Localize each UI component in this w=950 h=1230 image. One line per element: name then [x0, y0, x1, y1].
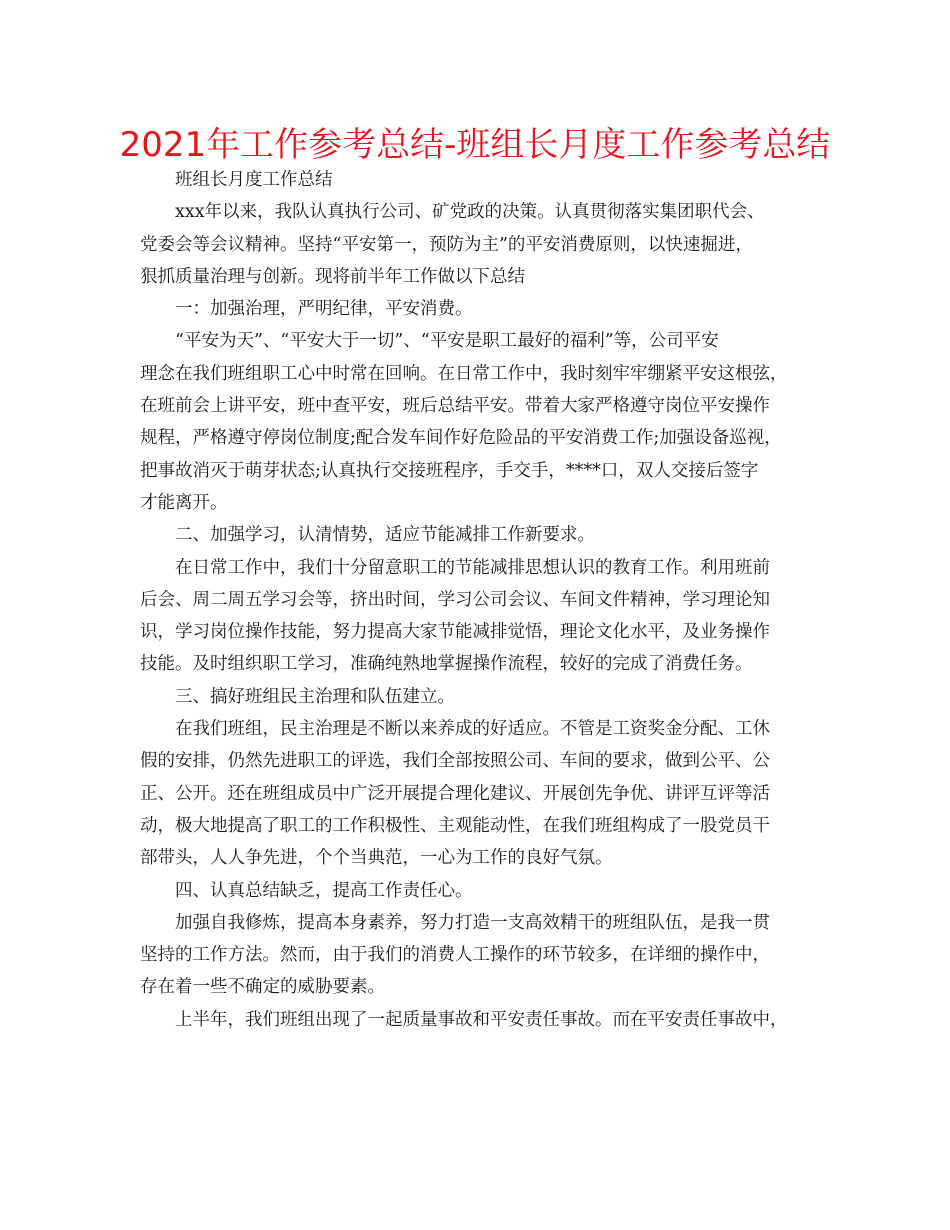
text-line: 技能。及时组织职工学习，准确纯熟地掌握操作流程，较好的完成了消费任务。	[140, 654, 753, 675]
text-line: 加强自我修炼，提高本身素养，努力打造一支高效精干的班组队伍，是我一贯	[175, 912, 770, 933]
document-body	[140, 164, 830, 1036]
text-line: 动，极大地提高了职工的工作积极性、主观能动性，在我们班组构成了一股党员干	[140, 815, 770, 836]
text-line: 狠抓质量治理与创新。现将前半年工作做以下总结	[140, 266, 525, 287]
text-line: 党委会等会议精神。坚持“平安第一，预防为主”的平安消费原则，以快速掘进，	[140, 234, 753, 255]
text-line: 班组长月度工作总结	[175, 170, 333, 190]
text-line: 三、搞好班组民主治理和队伍建立。	[175, 686, 455, 707]
document-title: 2021年工作参考总结-班组长月度工作参考总结	[119, 125, 831, 165]
text-line: 存在着一些不确定的威胁要素。	[140, 977, 385, 998]
text-line: 理念在我们班组职工心中时常在回响。在日常工作中，我时刻牢牢绷紧平安这根弦，	[140, 363, 788, 384]
text-line: xxx年以来，我队认真执行公司、矿党政的决策。认真贯彻落实集团职代会、	[175, 202, 765, 223]
text-line: 四、认真总结缺乏，提高工作责任心。	[175, 880, 473, 901]
text-line: 在日常工作中，我们十分留意职工的节能减排思想认识的教育工作。利用班前	[175, 557, 770, 578]
text-line: 部带头，人人争先进，个个当典范，一心为工作的良好气氛。	[140, 848, 613, 869]
text-line: 把事故消灭于萌芽状态;认真执行交接班程序，手交手，****口，双人交接后签字	[140, 460, 759, 481]
text-line: “平安为天”、“平安大于一切”、“平安是职工最好的福利”等，公司平安	[175, 331, 719, 352]
text-line: 识，学习岗位操作技能，努力提高大家节能减排觉悟，理论文化水平，及业务操作	[140, 622, 770, 643]
text-line: 一：加强治理，严明纪律，平安消费。	[175, 299, 473, 320]
text-line: 在班前会上讲平安，班中查平安，班后总结平安。带着大家严格遵守岗位平安操作	[140, 396, 770, 417]
text-line: 上半年，我们班组出现了一起质量事故和平安责任事故。而在平安责任事故中，	[175, 1009, 788, 1030]
text-line: 才能离开。	[140, 492, 228, 513]
text-line: 二、加强学习，认清情势，适应节能减排工作新要求。	[175, 525, 595, 546]
text-line: 后会、周二周五学习会等，挤出时间，学习公司会议、车间文件精神，学习理论知	[140, 589, 770, 610]
text-line: 假的安排，仍然先进职工的评选，我们全部按照公司、车间的要求，做到公平、公	[140, 751, 770, 772]
text-line: 坚持的工作方法。然而，由于我们的消费人工操作的环节较多，在详细的操作中，	[140, 945, 770, 966]
text-line: 正、公开。还在班组成员中广泛开展提合理化建议、开展创先争优、讲评互评等活	[140, 783, 770, 804]
text-line: 规程，严格遵守停岗位制度;配合发车间作好危险品的平安消费工作;加强设备巡视，	[140, 428, 782, 449]
text-line: 在我们班组，民主治理是不断以来养成的好适应。不管是工资奖金分配、工休	[175, 719, 770, 740]
